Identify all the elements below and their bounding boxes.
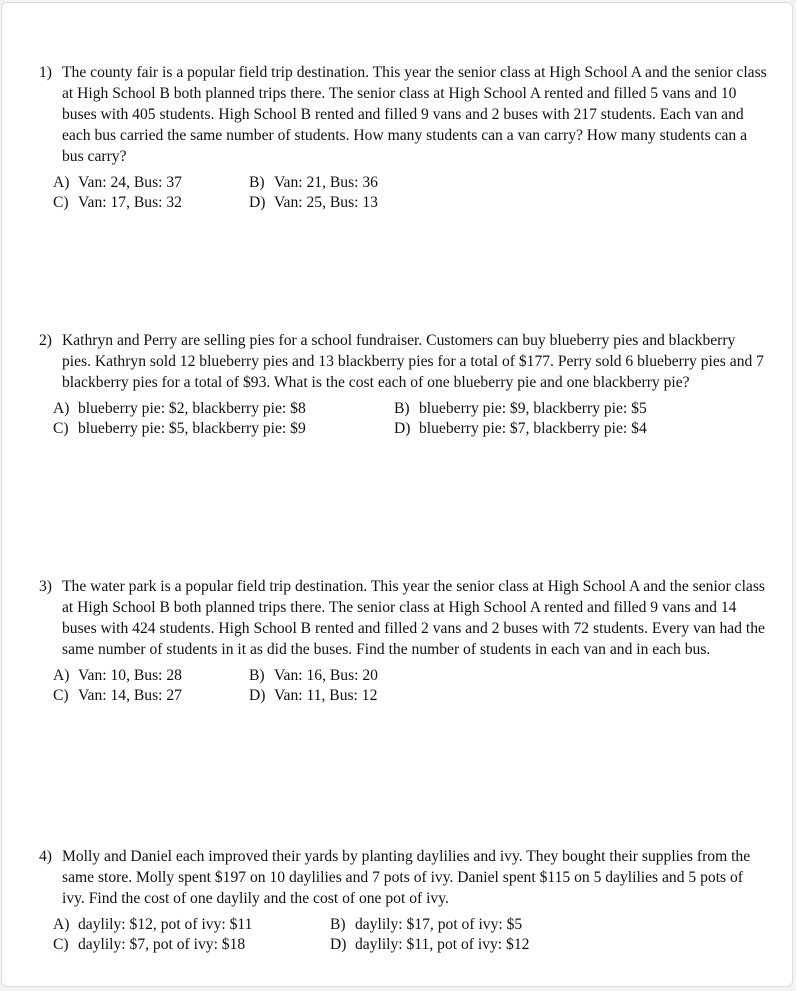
- choice-b[interactable]: [249, 665, 378, 686]
- choice-letter: C): [53, 194, 69, 211]
- choice-text: blueberry pie: $7, blackberry pie: $4: [419, 420, 647, 437]
- worksheet-page: [1, 2, 793, 987]
- choice-letter: A): [53, 916, 70, 933]
- choice-letter: B): [249, 174, 265, 191]
- answer-choices: [2, 398, 794, 440]
- choice-b[interactable]: [394, 398, 647, 419]
- answer-choices: [2, 665, 794, 707]
- choice-letter: B): [394, 400, 410, 417]
- question-4-header: [2, 846, 767, 909]
- question-2: [2, 330, 794, 440]
- choice-c[interactable]: [53, 418, 306, 439]
- question-2-header: [2, 330, 767, 393]
- question-1: [2, 62, 794, 214]
- choice-text: daylily: $17, pot of ivy: $5: [355, 916, 523, 933]
- choice-text: Van: 11, Bus: 12: [274, 687, 378, 704]
- choice-letter: B): [330, 916, 346, 933]
- choice-d[interactable]: [330, 934, 529, 955]
- choice-letter: D): [330, 936, 347, 953]
- choice-text: Van: 16, Bus: 20: [274, 667, 378, 684]
- choice-letter: D): [249, 687, 266, 704]
- choice-text: daylily: $7, pot of ivy: $18: [78, 936, 246, 953]
- choice-text: blueberry pie: $9, blackberry pie: $5: [419, 400, 647, 417]
- choice-letter: B): [249, 667, 265, 684]
- question-3-header: [2, 576, 767, 660]
- question-number: 1): [39, 64, 52, 81]
- question-number: 2): [39, 332, 52, 349]
- choice-text: blueberry pie: $5, blackberry pie: $9: [78, 420, 306, 437]
- choice-letter: A): [53, 667, 70, 684]
- answer-choices: [2, 172, 794, 214]
- choice-letter: C): [53, 936, 69, 953]
- choice-a[interactable]: [53, 665, 182, 686]
- question-text: Molly and Daniel each improved their yards by planting daylilies and ivy. They bought their supplies from the same store. Molly spent $197 on 10 daylilies and 7 pots of ivy. Daniel spent $115 on 5 daylilies and 5 pots of ivy. Find the cost of one daylily and the cost of one pot of ivy.: [62, 848, 751, 907]
- question-text: The county fair is a popular field trip destination. This year the senior class at High School A and the senior class at High School B both planned trips there. The senior class at High School A rented and filled 5 vans and 10 buses with 405 students. High School B rented and filled 9 vans and 2 buses with 217 students. Each van and each bus carried the same number of students. How many students can a van carry? How many students can a bus carry?: [62, 64, 767, 165]
- choice-b[interactable]: [249, 172, 378, 193]
- choice-d[interactable]: [249, 192, 378, 213]
- choice-text: Van: 24, Bus: 37: [78, 174, 182, 191]
- choice-d[interactable]: [394, 418, 647, 439]
- choice-letter: C): [53, 687, 69, 704]
- choice-text: Van: 17, Bus: 32: [78, 194, 182, 211]
- question-4: [2, 846, 794, 956]
- choice-a[interactable]: [53, 914, 252, 935]
- choice-text: Van: 14, Bus: 27: [78, 687, 182, 704]
- choice-d[interactable]: [249, 685, 377, 706]
- choice-text: Van: 10, Bus: 28: [78, 667, 182, 684]
- choice-b[interactable]: [330, 914, 522, 935]
- choice-letter: C): [53, 420, 69, 437]
- choice-letter: D): [249, 194, 266, 211]
- choice-letter: A): [53, 174, 70, 191]
- question-number: 3): [39, 578, 52, 595]
- answer-choices: [2, 914, 794, 956]
- question-text: Kathryn and Perry are selling pies for a school fundraiser. Customers can buy blueberry pies and blackberry pies. Kathryn sold 12 blueberry pies and 13 blackberry pies for a total of $177. Perry sold 6 blueberry pies and 7 blackberry pies for a total of $93. What is the cost each of one blueberry pie and one blackberry pie?: [62, 332, 764, 391]
- choice-text: Van: 25, Bus: 13: [274, 194, 378, 211]
- choice-c[interactable]: [53, 685, 182, 706]
- question-3: [2, 576, 794, 707]
- choice-text: daylily: $11, pot of ivy: $12: [355, 936, 530, 953]
- choice-a[interactable]: [53, 172, 182, 193]
- choice-letter: A): [53, 400, 70, 417]
- choice-text: Van: 21, Bus: 36: [274, 174, 378, 191]
- question-number: 4): [39, 848, 52, 865]
- choice-letter: D): [394, 420, 411, 437]
- choice-text: blueberry pie: $2, blackberry pie: $8: [78, 400, 306, 417]
- question-text: The water park is a popular field trip destination. This year the senior class at High School A and the senior class at High School B both planned trips there. The senior class at High School A rented and filled 9 vans and 14 buses with 424 students. High School B rented and filled 2 vans and 2 buses with 72 students. Every van had the same number of students in it as did the buses. Find the number of students in each van and in each bus.: [62, 578, 765, 658]
- choice-text: daylily: $12, pot of ivy: $11: [78, 916, 253, 933]
- question-1-header: [2, 62, 767, 167]
- choice-c[interactable]: [53, 934, 245, 955]
- choice-a[interactable]: [53, 398, 306, 419]
- choice-c[interactable]: [53, 192, 182, 213]
